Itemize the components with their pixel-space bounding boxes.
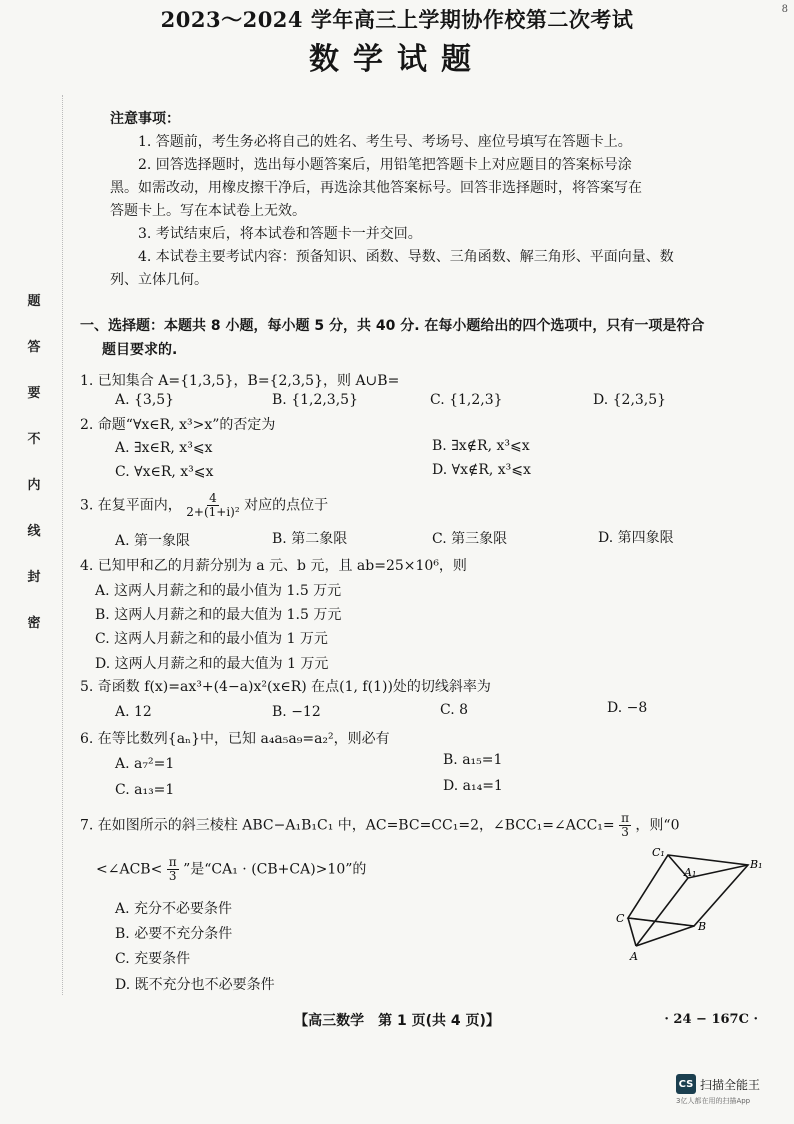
q7-option-a: A. 充分不必要条件 [115, 901, 233, 917]
label-a: A [630, 950, 638, 963]
label-b1: B₁ [750, 858, 763, 871]
section-line: 题目要求的. [102, 342, 178, 358]
note-item: 1. 答题前，考生务必将自己的姓名、考生号、考场号、座位号填写在答题卡上。 [138, 134, 632, 150]
q1-option-a: A. {3,5} [115, 392, 175, 408]
frac-numerator: π [168, 855, 177, 869]
q1-option-d: D. {2,3,5} [593, 392, 667, 408]
q5-option-c: C. 8 [440, 702, 469, 718]
side-label: 答 [27, 340, 41, 355]
question-5-stem: 5. 奇函数 f(x)=ax³+(4−a)x²(x∈R) 在点(1, f(1))处的切线斜率为 [80, 679, 491, 695]
q5-option-a: A. 12 [115, 704, 152, 720]
label-a1: A₁ [684, 866, 697, 879]
question-7-stem-line1 [80, 812, 680, 839]
question-1-stem: 1. 已知集合 A={1,3,5}，B={2,3,5}，则 A∪B= [80, 373, 400, 389]
q3-fraction [186, 492, 239, 519]
edge-a1-a [636, 878, 688, 946]
scanner-tagline: 3亿人都在用的扫描App [676, 1097, 751, 1105]
q6-option-d: D. a₁₄=1 [443, 778, 503, 794]
q7-option-d: D. 既不充分也不必要条件 [115, 977, 275, 993]
q2-option-b: B. ∃x∉R, x³⩽x [432, 438, 530, 454]
q4-option-c: C. 这两人月薪之和的最小值为 1 万元 [95, 631, 328, 647]
frac-numerator: π [621, 811, 629, 825]
edge-a-b [636, 926, 694, 946]
question-6-stem: 6. 在等比数列{aₙ}中，已知 a₄a₅a₉=a₂²，则必有 [80, 731, 390, 747]
q7-option-c: C. 充要条件 [115, 951, 191, 967]
scanner-logo-icon: CS [676, 1074, 696, 1094]
q3-option-c: C. 第三象限 [432, 531, 508, 547]
label-b: B [698, 920, 707, 933]
q4-option-d: D. 这两人月薪之和的最大值为 1 万元 [95, 656, 329, 672]
q7-stem-tail: ，则“0 [635, 817, 680, 834]
q7-stem-post: ”是“CA₁ · (CB+CA)>10”的 [183, 861, 367, 878]
side-label: 要 [27, 386, 41, 401]
side-label: 封 [27, 570, 41, 585]
side-label: 不 [27, 432, 41, 447]
q3-option-b: B. 第二象限 [272, 531, 348, 547]
label-c1: C₁ [652, 846, 665, 859]
edge-c-a [628, 918, 636, 946]
q7-fraction-2 [167, 856, 179, 883]
q3-option-a: A. 第一象限 [115, 533, 191, 549]
q5-option-d: D. −8 [607, 700, 648, 716]
q3-stem-post: 对应的点位于 [244, 497, 329, 514]
notes-block [110, 108, 710, 292]
oblique-prism-figure [600, 840, 780, 970]
page-footer: 【高三数学 第 1 页(共 4 页)】 [294, 1013, 500, 1029]
q5-option-b: B. −12 [272, 704, 321, 720]
section-heading [80, 314, 740, 362]
frac-denominator: 3 [168, 869, 177, 883]
scanner-watermark [676, 1074, 760, 1094]
section-line: 一、选择题：本题共 8 小题，每小题 5 分，共 40 分. 在每小题给出的四个选项中，只有一项是符合 [80, 318, 705, 334]
q6-option-a: A. a₇²=1 [115, 756, 175, 772]
exam-code: · 24 − 167C · [664, 1012, 758, 1027]
side-label: 内 [27, 478, 41, 493]
exam-title: 2023～2024 学年高三上学期协作校第二次考试 [160, 7, 634, 32]
q3-option-d: D. 第四象限 [598, 530, 674, 546]
q6-option-b: B. a₁₅=1 [443, 752, 503, 768]
side-label: 题 [27, 294, 41, 309]
question-2-stem: 2. 命题“∀x∈R, x³>x”的否定为 [80, 417, 276, 433]
q7-option-b: B. 必要不充分条件 [115, 926, 233, 942]
q1-option-c: C. {1,2,3} [430, 392, 503, 408]
scanner-app-name: 扫描全能王 [700, 1077, 761, 1092]
question-4-stem: 4. 已知甲和乙的月薪分别为 a 元、b 元，且 ab=25×10⁶，则 [80, 558, 467, 574]
q7-stem-pre: <∠ACB< [96, 861, 163, 878]
q2-option-c: C. ∀x∈R, x³⩽x [115, 464, 214, 480]
note-item: 4. 本试卷主要考试内容：预备知识、函数、导数、三角函数、解三角形、平面向量、数 [138, 249, 674, 265]
q2-option-d: D. ∀x∉R, x³⩽x [432, 462, 531, 478]
q3-stem-pre: 3. 在复平面内， [80, 497, 182, 514]
q2-option-a: A. ∃x∈R, x³⩽x [115, 440, 213, 456]
q6-option-c: C. a₁₃=1 [115, 782, 175, 798]
q7-stem-text: 7. 在如图所示的斜三棱柱 ABC−A₁B₁C₁ 中，AC=BC=CC₁=2，∠BCC₁=∠ACC₁= [80, 817, 615, 834]
note-item: 答题卡上。写在本试卷上无效。 [110, 203, 306, 219]
frac-numerator: 4 [209, 491, 217, 505]
seal-line-labels [26, 290, 42, 658]
q1-option-b: B. {1,2,3,5} [272, 392, 358, 408]
frac-denominator: 3 [621, 825, 629, 839]
q4-option-b: B. 这两人月薪之和的最大值为 1.5 万元 [95, 607, 342, 623]
question-3-stem [80, 492, 328, 519]
note-item: 2. 回答选择题时，选出每小题答案后，用铅笔把答题卡上对应题目的答案标号涂 [138, 157, 632, 173]
question-7-stem-line2 [96, 856, 366, 883]
note-item: 列、立体几何。 [110, 272, 208, 288]
subject-title: 数学试题 [309, 42, 485, 77]
corner-mark: 8 [781, 4, 788, 15]
side-label: 密 [27, 616, 41, 631]
frac-denominator: 2+(1+i)² [186, 505, 240, 519]
q7-fraction-1 [619, 812, 631, 839]
side-label: 线 [27, 524, 41, 539]
label-c: C [616, 912, 625, 925]
q4-option-a: A. 这两人月薪之和的最小值为 1.5 万元 [95, 583, 342, 599]
notes-heading: 注意事项： [110, 111, 180, 127]
note-item: 黑。如需改动，用橡皮擦干净后，再选涂其他答案标号。回答非选择题时，将答案写在 [110, 180, 642, 196]
binding-line [62, 95, 63, 995]
note-item: 3. 考试结束后，将本试卷和答题卡一并交回。 [138, 226, 422, 242]
